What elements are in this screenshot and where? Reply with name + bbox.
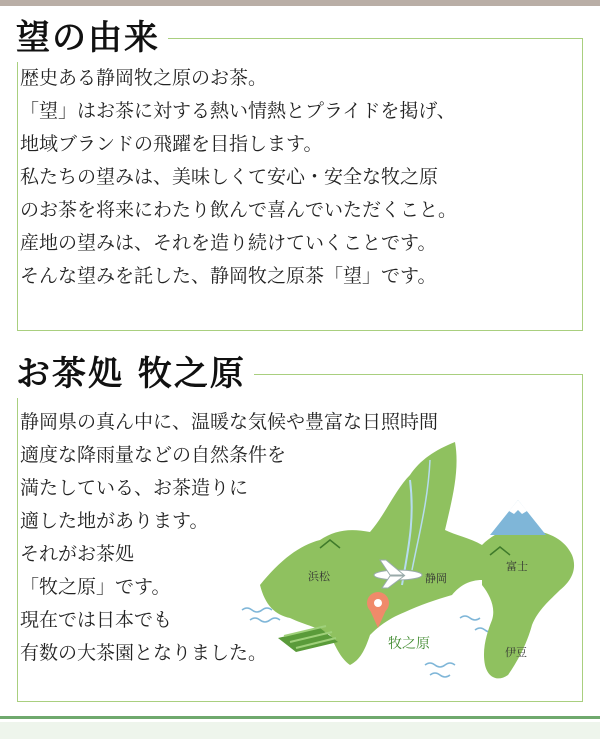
bottom-divider-line [0,716,600,719]
origin-text-line: 歴史ある静岡牧之原のお茶。 [20,67,268,89]
origin-section-title: 望の由来 [16,14,168,62]
tea-region-text-line: 静岡県の真ん中に、温暖な気候や豊富な日照時間 [20,411,439,433]
origin-text-line: 地域ブランドの飛躍を目指します。 [20,133,323,155]
origin-text-line: そんな望みを託した、静岡牧之原茶「望」です。 [20,265,437,287]
origin-text-line: のお茶を将来にわたり飲んで喜んでいただくこと。 [20,199,458,221]
origin-section-text [20,62,590,293]
tea-region-section-title: お茶処 牧之原 [16,350,254,398]
bottom-decorative-strip [0,722,600,739]
tea-region-text-line: 現在では日本でも [20,609,173,631]
origin-text-line: 産地の望みは、それを造り続けていくことです。 [20,232,437,254]
tea-region-text-line: 「牧之原」です。 [20,576,171,598]
map-label-izu: 伊豆 [505,646,527,659]
map-label-makinohara: 牧之原 [388,636,430,652]
tea-region-text-line: それがお茶処 [20,543,135,565]
origin-text-line: 私たちの望みは、美味しくて安心・安全な牧之原 [20,166,439,188]
top-decorative-stripe [0,0,600,6]
tea-region-section-text [20,406,590,670]
map-label-shizuoka: 静岡 [425,572,447,585]
tea-region-text-line: 有数の大茶園となりました。 [20,642,268,664]
tea-region-text-line: 満たしている、お茶造りに [20,477,249,499]
map-label-hamamatsu: 浜松 [308,570,330,583]
origin-text-line: 「望」はお茶に対する熱い情熱とプライドを掲げ、 [20,100,456,122]
tea-region-text-line: 適した地があります。 [20,510,209,532]
tea-region-text-line: 適度な降雨量などの自然条件を [20,444,287,466]
map-label-fuji: 富士 [506,560,528,573]
